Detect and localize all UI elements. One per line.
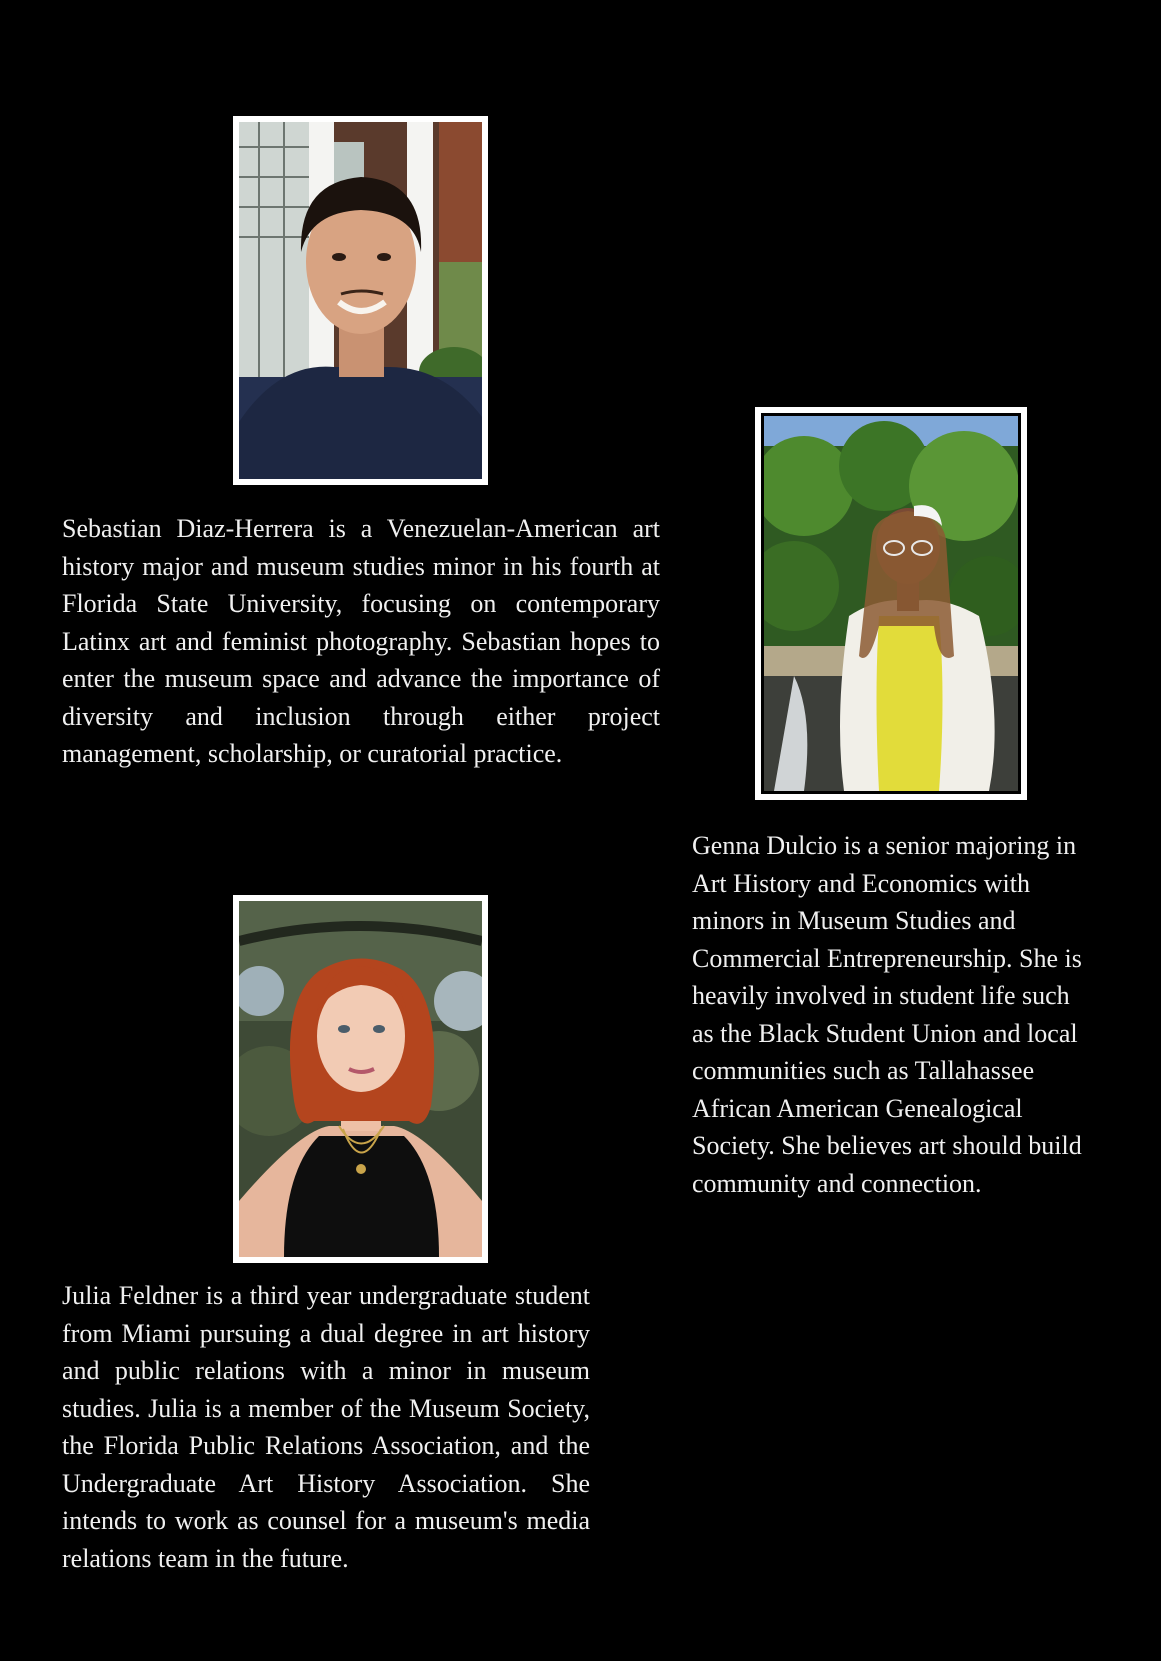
julia-photo-frame xyxy=(233,895,488,1263)
sebastian-photo-frame xyxy=(233,116,488,485)
genna-portrait-illustration xyxy=(764,416,1018,791)
genna-photo-frame xyxy=(755,407,1027,800)
sebastian-bio: Sebastian Diaz-Herrera is a Venezuelan-American art history major and museum studies minor in his fourth at Florida State University, focusing on contemporary Latinx art and feminist photography. Sebastian hopes to enter the museum space and advance the importance of diversity and inclusion through either project management, scholarship, or curatorial practice. xyxy=(62,514,660,768)
genna-bio: Genna Dulcio is a senior majoring in Art History and Economics with minors in Museum Studies and Commercial Entrepreneurship. She is heavily involved in student life such as the Black Student Union and local communities such as Tallahassee African American Genealogical Society. She believes art should build community and connection. xyxy=(692,831,1082,1198)
julia-portrait-illustration xyxy=(239,901,482,1257)
julia-portrait-photo xyxy=(239,901,482,1257)
julia-bio: Julia Feldner is a third year undergraduate student from Miami pursuing a dual degree in art history and public relations with a minor in museum studies. Julia is a member of the Museum Society, the Florida Public Relations Association, and the Undergraduate Art History Association. She intends to work as counsel for a museum's media relations team in the future. xyxy=(62,1281,590,1573)
sebastian-portrait-illustration xyxy=(239,122,482,479)
genna-portrait-photo xyxy=(761,413,1021,794)
sebastian-portrait-photo xyxy=(239,122,482,479)
